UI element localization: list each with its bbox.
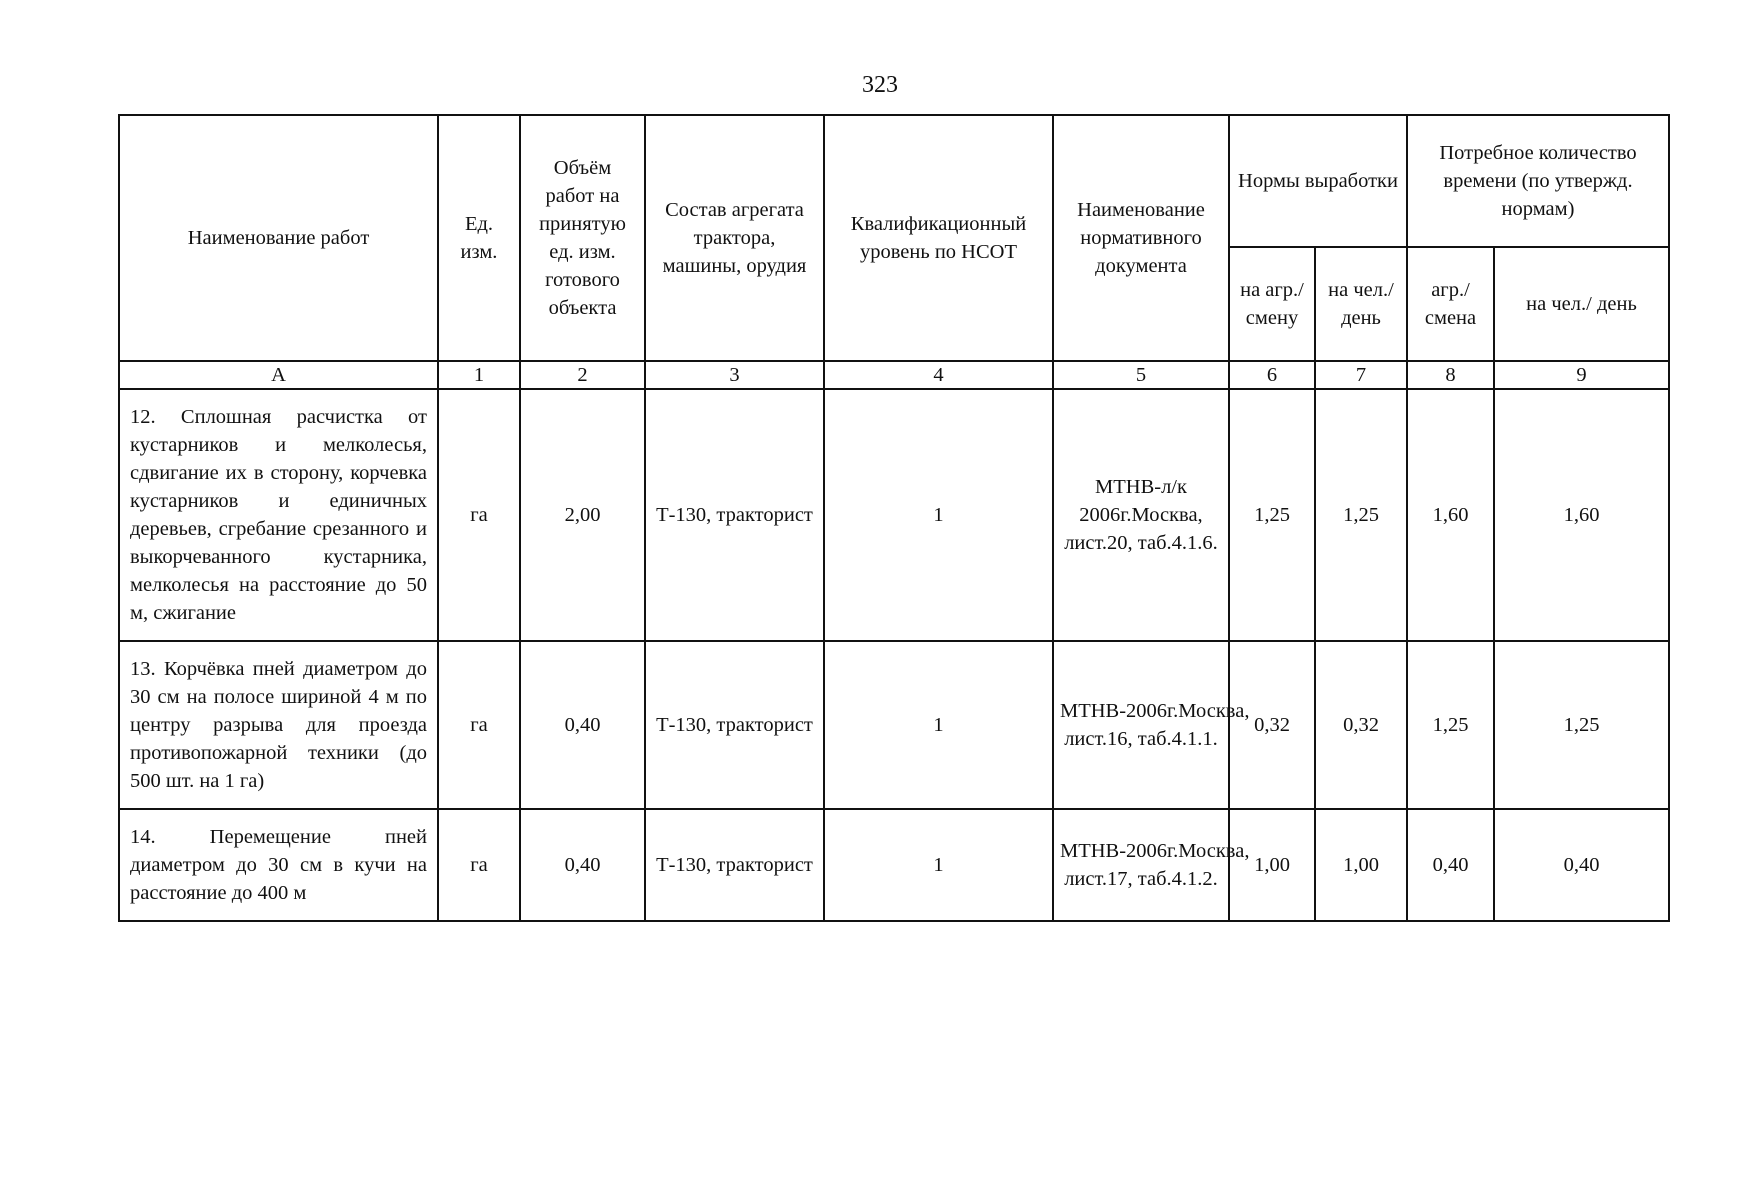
work-name-cell: 13. Корчёвка пней диаметром до 30 см на полосе шириной 4 м по центру разрыва для проезда противопожарной техники (до 500 шт. на 1 га) xyxy=(119,641,438,809)
unit-cell: га xyxy=(438,641,520,809)
document-cell: МТНВ-л/к 2006г.Москва, лист.20, таб.4.1.6. xyxy=(1053,389,1229,641)
qualification-cell: 1 xyxy=(824,809,1053,921)
time-per-person-cell: 1,60 xyxy=(1494,389,1669,641)
composition-cell: Т-130, тракторист xyxy=(645,641,824,809)
time-per-unit-cell: 0,40 xyxy=(1407,809,1494,921)
time-per-unit-cell: 1,60 xyxy=(1407,389,1494,641)
header-volume: Объём работ на принятую ед. изм. готового объекта xyxy=(520,115,645,361)
page-number: 323 xyxy=(862,72,898,98)
output-per-unit-cell: 1,25 xyxy=(1229,389,1315,641)
column-index: 1 xyxy=(438,361,520,389)
header-composition: Состав агрегата трактора, машины, орудия xyxy=(645,115,824,361)
output-per-unit-cell: 0,32 xyxy=(1229,641,1315,809)
work-norms-table xyxy=(118,114,1670,922)
column-index: А xyxy=(119,361,438,389)
header-row xyxy=(119,115,1669,247)
volume-cell: 0,40 xyxy=(520,809,645,921)
work-name-cell: 12. Сплошная расчистка от кустарников и мелколесья, сдвигание их в сторону, корчевка кустарников и единичных деревьев, сгребание срезанного и выкорчеванного кустарника, мелколесья на расстояние до 50 м, сжигание xyxy=(119,389,438,641)
table-row xyxy=(119,641,1669,809)
column-index: 3 xyxy=(645,361,824,389)
composition-cell: Т-130, тракторист xyxy=(645,809,824,921)
document-cell: МТНВ-2006г.Москва, лист.17, таб.4.1.2. xyxy=(1053,809,1229,921)
time-per-person-cell: 1,25 xyxy=(1494,641,1669,809)
time-per-unit-cell: 1,25 xyxy=(1407,641,1494,809)
output-per-person-cell: 1,00 xyxy=(1315,809,1407,921)
header-output-per-person: на чел./ день xyxy=(1315,247,1407,361)
column-index: 9 xyxy=(1494,361,1669,389)
header-output-per-unit: на агр./ смену xyxy=(1229,247,1315,361)
column-index: 6 xyxy=(1229,361,1315,389)
unit-cell: га xyxy=(438,389,520,641)
header-unit: Ед. изм. xyxy=(438,115,520,361)
output-per-person-cell: 0,32 xyxy=(1315,641,1407,809)
unit-cell: га xyxy=(438,809,520,921)
header-qualification: Квалификационный уровень по НСОТ xyxy=(824,115,1053,361)
header-time-per-unit: агр./ смена xyxy=(1407,247,1494,361)
output-per-unit-cell: 1,00 xyxy=(1229,809,1315,921)
header-time-per-person: на чел./ день xyxy=(1494,247,1669,361)
column-index: 4 xyxy=(824,361,1053,389)
table-row xyxy=(119,809,1669,921)
output-per-person-cell: 1,25 xyxy=(1315,389,1407,641)
header-output-norms: Нормы выработки xyxy=(1229,115,1407,247)
column-index: 5 xyxy=(1053,361,1229,389)
composition-cell: Т-130, тракторист xyxy=(645,389,824,641)
header-document: Наименование нормативного документа xyxy=(1053,115,1229,361)
volume-cell: 0,40 xyxy=(520,641,645,809)
header-time-required: Потребное количество времени (по утвержд. нормам) xyxy=(1407,115,1669,247)
qualification-cell: 1 xyxy=(824,641,1053,809)
column-index: 7 xyxy=(1315,361,1407,389)
column-index: 2 xyxy=(520,361,645,389)
header-work-name: Наименование работ xyxy=(119,115,438,361)
time-per-person-cell: 0,40 xyxy=(1494,809,1669,921)
column-index: 8 xyxy=(1407,361,1494,389)
volume-cell: 2,00 xyxy=(520,389,645,641)
column-index-row xyxy=(119,361,1669,389)
document-cell: МТНВ-2006г.Москва, лист.16, таб.4.1.1. xyxy=(1053,641,1229,809)
work-name-cell: 14. Перемещение пней диаметром до 30 см в кучи на расстояние до 400 м xyxy=(119,809,438,921)
table-row xyxy=(119,389,1669,641)
qualification-cell: 1 xyxy=(824,389,1053,641)
